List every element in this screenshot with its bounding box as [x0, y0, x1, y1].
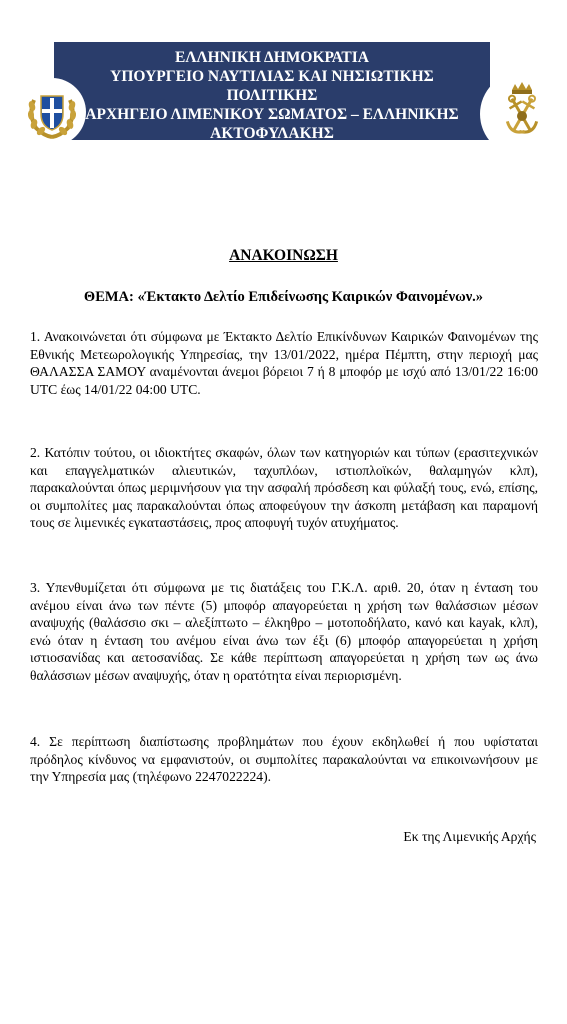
coast-guard-anchors-icon [480, 72, 564, 156]
document-subject: ΘΕΜΑ: «Έκτακτο Δελτίο Επιδείνωσης Καιρικών Φαινομένων.» [83, 289, 484, 305]
header-text [54, 48, 490, 140]
header-line-country: ΕΛΛΗΝΙΚΗ ΔΗΜΟΚΡΑΤΙΑ [175, 49, 369, 66]
header-banner [54, 42, 490, 140]
header-line-ministry-cont: ΠΟΛΙΤΙΚΗΣ [226, 87, 318, 104]
paragraph-2: 2. Κατόπιν τούτου, οι ιδιοκτήτες σκαφών, όλων των κατηγοριών και τύπων (ερασιτεχνικών και επαγγελματικών αλιευτικών, ταχυπλόων, ιστιοπλοϊκών, θαλαμηγών κλπ), παρακαλούνται όπως μεριμνήσουν για την ασφαλή πρόσδεση και φύλαξή τους, ενώ, επίσης, οι συμπολίτες μας παρακαλούνται όπως αποφεύγουν την άσκοπη μετάβαση και παραμονή τους σε λιμενικές εγκαταστάσεις, προς αποφυγή τυχόν ατυχήματος. [30, 445, 538, 531]
paragraph-4: 4. Σε περίπτωση διαπίστωσης προβλημάτων που έχουν εκδηλωθεί ή που υφίσταται πρόδηλος κίνδυνος να εμφανιστούν, οι συμπολίτες παρακαλούνται να επικοινωνήσουν με την Υπηρεσία μας (τηλέφωνο 2247022224). [30, 734, 538, 785]
greek-coat-of-arms-icon [20, 80, 84, 144]
header-line-coastguard-cont: ΑΚΤΟΦΥΛΑΚΗΣ [210, 125, 334, 140]
signature-line: Εκ της Λιμενικής Αρχής [403, 829, 536, 844]
header-line-ministry: ΥΠΟΥΡΓΕΙΟ ΝΑΥΤΙΛΙΑΣ ΚΑΙ ΝΗΣΙΩΤΙΚΗΣ [110, 68, 434, 85]
document-title: ΑΝΑΚΟΙΝΩΣΗ [229, 247, 338, 264]
paragraph-1: 1. Ανακοινώνεται ότι σύμφωνα με Έκτακτο Δελτίο Επικίνδυνων Καιρικών Φαινομένων της Εθνικής Μετεωρολογικής Υπηρεσίας, την 13/01/2022, ημέρα Πέμπτη, στην περιοχή μας ΘΑΛΑΣΣΑ ΣΑΜΟΥ αναμένονται άνεμοι βόρειοι 7 ή 8 μποφόρ με ισχύ από 13/01/22 16:00 UTC έως 14/01/22 04:00 UTC. [30, 329, 538, 397]
paragraph-3: 3. Υπενθυμίζεται ότι σύμφωνα με τις διατάξεις του Γ.Κ.Λ. αριθ. 20, όταν η ένταση του ανέμου είναι άνω των πέντε (5) μποφόρ απαγορεύεται η χρήση των θαλάσσιων μέσων αναψυχής (θαλάσσιο σκι – αλεξίπτωτο – έλκηθρο – μοτοποδήλατο, κανό και kayak, κλπ), ενώ όταν η ένταση του ανέμου είναι άνω των έξι (6) μποφόρ απαγορεύεται η χρήση ιστιοσανίδας και αετοσανίδας. Σε κάθε περίπτωση απαγορεύεται η χρήση των ως άνω θαλάσσιων μέσων αναψυχής, όταν η ορατότητα είναι περιορισμένη. [30, 580, 538, 683]
header-line-coastguard: ΑΡΧΗΓΕΙΟ ΛΙΜΕΝΙΚΟΥ ΣΩΜΑΤΟΣ – ΕΛΛΗΝΙΚΗΣ [85, 106, 459, 123]
